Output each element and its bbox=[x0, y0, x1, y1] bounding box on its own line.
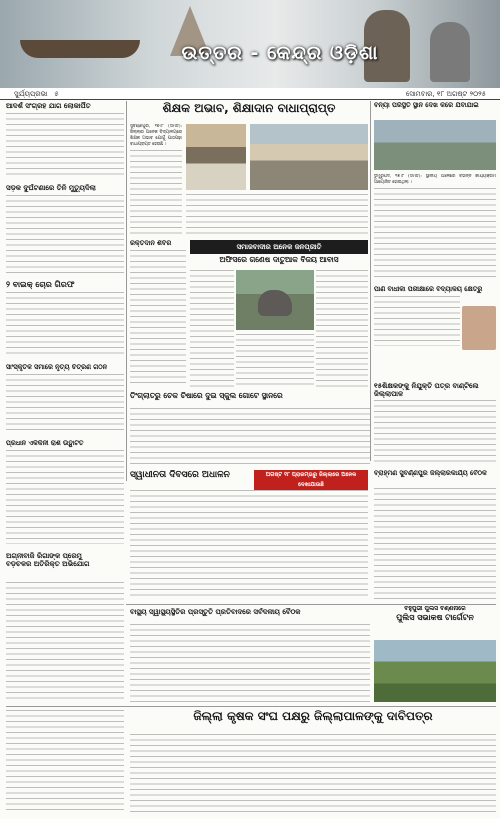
headline: ଅଫିସରେ ଗଣେଷ ଦାତୁଆକ ବିଜୟ ଆବାସ bbox=[219, 256, 339, 264]
headline: ୧୫ଶିକ୍ଷକଙ୍କୁ ନିଯୁକ୍ତି ପତ୍ର ବାଣ୍ଟିଲେ ଜିଲ୍ଲାପାଳ bbox=[374, 382, 479, 398]
headline: ୨ ବାଇକ୍ ଚୋର ଗିରଫ bbox=[6, 280, 75, 289]
horizontal-rule bbox=[126, 604, 496, 605]
story-brahmin-text bbox=[374, 488, 496, 600]
story-health-text bbox=[130, 624, 370, 704]
main-headline: ଶିକ୍ଷକ ଅଭାବ, ଶିକ୍ଷାଦାନ ବାଧାପ୍ରାପ୍ତ bbox=[162, 102, 336, 115]
article-text bbox=[236, 334, 314, 388]
callout-text: ଅଗଷ୍ଟ ୧୮ ପ୍ରାରମ୍ଭରୁ ଜିଲ୍ଲାରେ ଅନେକ ଦେଖାଯାଉଛି bbox=[265, 472, 357, 488]
column-rule bbox=[370, 101, 371, 461]
headline: ପୁଲିସ ସଭାକଷ ଟାର୍ଗେଟନ bbox=[396, 612, 474, 622]
article-text bbox=[6, 710, 124, 814]
flood-photo bbox=[374, 120, 496, 170]
story-school-text bbox=[130, 408, 370, 464]
story-left-7-text bbox=[6, 710, 124, 814]
story-independence-text bbox=[130, 490, 368, 600]
story-left-4 bbox=[6, 364, 124, 436]
story-teachers bbox=[374, 382, 496, 398]
article-text bbox=[186, 194, 368, 236]
story-police bbox=[374, 606, 496, 636]
article-text bbox=[6, 292, 124, 356]
story-flood-text bbox=[374, 174, 496, 282]
headline: ସଡ଼କ ଦୁର୍ଘଟଣାରେ ତିନି ମୁତ୍ୟୁଦିଲା bbox=[6, 184, 96, 192]
school-building-photo bbox=[186, 124, 246, 190]
headline: ବ୍ରାହ୍ମଣ ସୁବର୍ଣ୍ଣପୁର ଜିଲ୍ଲାରକାର୍ଯ୍ୟ ବୈଠକ bbox=[374, 470, 487, 477]
column-rule bbox=[126, 101, 127, 481]
article-text bbox=[6, 374, 124, 432]
article-text bbox=[130, 624, 370, 704]
headline: ବାସ୍ଥ୍ୟ ସ୍ୱାସ୍ଥ୍ୟସ୍ଥିତିର ପ୍ରସ୍ତୁତି ପ୍ରତିବାଦରେ ସର୍ବଦଳୀୟ ବୈଠକ bbox=[130, 608, 301, 616]
article-text bbox=[130, 490, 368, 600]
elephant-icon bbox=[258, 290, 292, 316]
article-snippet: ସୁବର୍ଣ୍ଣପୁର, ୧୭।୮ (ସମିତି): ଜିଲ୍ଲାର ଅନେକ ବିଦ୍ୟାଳୟରେ ଶିକ୍ଷକ ଅଭାବ ଯୋଗୁଁ ପାଠପଢ଼ା ବାଧାପ୍ରାପ୍ତ ହେଉଛି । bbox=[130, 124, 182, 148]
story-elephant-headline bbox=[190, 256, 368, 268]
classroom-photo bbox=[250, 124, 368, 190]
boat-illustration bbox=[20, 40, 140, 58]
section-title: ଉତ୍ତର - କେନ୍ଦ୍ର ଓଡ଼ିଶା bbox=[181, 42, 379, 64]
headline: ବଡ଼ଚଳର ଅତିରିକ୍ତ ଅଭିଯୋଗ bbox=[6, 560, 90, 569]
masthead-banner bbox=[0, 0, 500, 88]
article-text bbox=[6, 582, 124, 702]
headline: ଅଗ୍ନୀବାଜି ରିଗାଙ୍କ ପ୍ରେମୁ bbox=[6, 552, 82, 560]
story-flood bbox=[374, 102, 496, 118]
folio-line bbox=[0, 88, 500, 100]
story-elephant-text2 bbox=[316, 270, 368, 388]
story-left-5 bbox=[6, 440, 124, 548]
statue-illustration bbox=[430, 22, 470, 82]
article-text bbox=[374, 400, 496, 464]
story-blood-donation bbox=[130, 240, 186, 390]
story-teachers-text bbox=[374, 400, 496, 464]
story-left-6-text bbox=[6, 582, 124, 702]
story-farmers bbox=[130, 710, 496, 730]
headline: ସାଂସ୍କୃତିକ ସମାରେ ନୃତ୍ୟ ଚିତ୍ରଣ ଗଠନ bbox=[6, 364, 108, 371]
story-left-6 bbox=[6, 552, 124, 580]
story-school bbox=[130, 392, 370, 406]
article-text bbox=[316, 270, 368, 388]
headline: ତିଂଗ୍ଲାତରୁ ଚେକ ଚିଷାରେ ଦୁଇ ସ୍କୁଲ ଗୋଟେ ସ୍ଥାନରେ bbox=[130, 392, 283, 400]
article-text bbox=[190, 270, 234, 388]
subheadline: ବହୁପୁର୍ଭୀ ପୁଲିସ ବର୍ଣ୍ଣନାରେ bbox=[404, 606, 466, 612]
headline: ପ୍ରଧାନ ଏକିକିନୀ ରାଶ ଉଦ୍ଘାଟିତ bbox=[6, 440, 84, 447]
article-text bbox=[374, 188, 496, 278]
paper-name: ସୁର୍ଯ୍ୟପ୍ରଭା ୫ bbox=[14, 90, 59, 98]
story-elephant-kicker bbox=[190, 240, 368, 254]
red-callout-box bbox=[254, 470, 368, 490]
article-text bbox=[130, 408, 370, 464]
story-main-text-col1 bbox=[130, 124, 182, 236]
story-elephant-text bbox=[190, 270, 234, 388]
police-group-photo bbox=[374, 640, 496, 702]
story-brahmin bbox=[374, 470, 496, 486]
headline: ବନ୍ୟା ପରିସ୍ଥିତି ସ୍ଥାନ ଦେଖି କରେ ଯିବାଯାଇ bbox=[374, 102, 479, 109]
article-snippet: ଡୁମୁରୁପଦ, ୧୭।୮ (ସମିତି): ସ୍ଥାନୀୟ ଅଞ୍ଚଳରେ ବିଭିନ୍ନ କାର୍ଯ୍ୟକ୍ରମ ଆୟୋଜିତ ହୋଇଥିଲା । bbox=[374, 174, 496, 186]
elephant-photo bbox=[236, 270, 314, 330]
story-left-2 bbox=[6, 184, 124, 276]
article-text bbox=[6, 195, 124, 273]
portrait-photo bbox=[462, 306, 496, 350]
story-main bbox=[130, 102, 368, 122]
article-text bbox=[6, 450, 124, 544]
story-health bbox=[130, 608, 370, 622]
headline: ଆଦର୍ଶ ସଂଗ୍ରହ ଯାଗ ଲୋକାର୍ପିତ bbox=[6, 102, 91, 110]
story-main-text-col2 bbox=[186, 194, 368, 236]
story-farmers-text bbox=[130, 734, 496, 814]
headline: ପାଣି ବାଧୀକା ପରୀକ୍ଷାରେ ବିଦ୍ୟାଳୟ କ୍ଷେତ୍ରୁ bbox=[374, 286, 483, 293]
bottom-headline: ଜିଲ୍ଲା କୃଷକ ସଂଘ ପକ୍ଷରୁ ଜିଲ୍ଲାପାଳଙ୍କୁ ଦାବିପତ୍ର bbox=[193, 710, 433, 723]
story-elephant-text3 bbox=[236, 334, 314, 388]
article-text bbox=[374, 488, 496, 600]
horizontal-rule bbox=[6, 706, 496, 707]
story-left-3 bbox=[6, 280, 124, 360]
article-text bbox=[130, 150, 182, 236]
headline: ରକ୍ତଦାନ ଶିବିର bbox=[130, 240, 172, 247]
article-text bbox=[374, 296, 460, 346]
headline: ସ୍ୱାଧୀନତା ଦିବସରେ ଅଧାଳନ bbox=[130, 470, 230, 480]
article-text bbox=[6, 113, 124, 175]
story-left-1 bbox=[6, 102, 124, 180]
article-text bbox=[130, 734, 496, 814]
date-line: ସୋମବାର, ୧୮ ଅଗଷ୍ଟ ୨୦୨୫ bbox=[405, 90, 486, 98]
article-text bbox=[130, 250, 186, 386]
story-independence bbox=[130, 470, 250, 486]
headline: ସମାଜବାଦୀର ଅନେକ ଜନପ୍ରୀତି bbox=[236, 243, 322, 251]
